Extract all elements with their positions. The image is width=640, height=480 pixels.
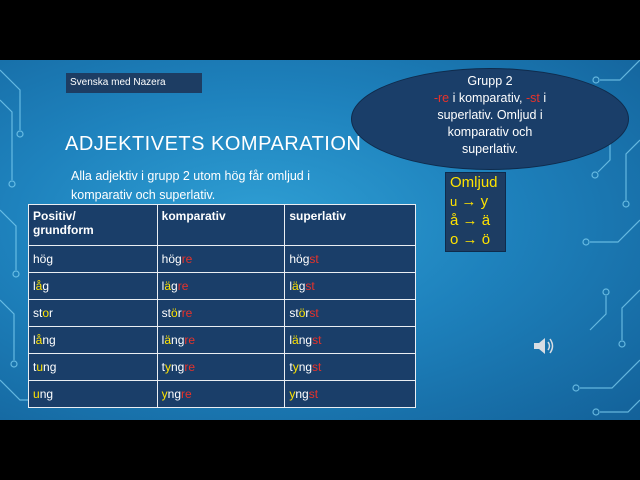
omljud-title: Omljud (450, 174, 498, 191)
omljud-rule: u → y (450, 193, 489, 210)
cell-superlativ: längst (285, 327, 416, 354)
table-header-row (29, 205, 416, 246)
cell-superlativ: lägst (285, 273, 416, 300)
header-positiv: Positiv/ grundform (29, 205, 158, 246)
header-komparativ: komparativ (157, 205, 285, 246)
speaker-icon[interactable] (532, 336, 556, 356)
slide-title: ADJEKTIVETS KOMPARATION (65, 133, 362, 155)
table-row (29, 354, 416, 381)
table-row (29, 327, 416, 354)
table-row (29, 273, 416, 300)
header-superlativ: superlativ (285, 205, 416, 246)
note-line-4: komparativ och (447, 125, 533, 139)
cell-komparativ: yngre (157, 381, 285, 408)
comparison-table (28, 204, 416, 408)
cell-komparativ: lägre (157, 273, 285, 300)
cell-superlativ: störst (285, 300, 416, 327)
table-row (29, 246, 416, 273)
cell-superlativ: tyngst (285, 354, 416, 381)
slide (0, 60, 640, 420)
note-line-5: superlativ. (461, 142, 519, 156)
slide-subtitle: Alla adjektiv i grupp 2 utom hög får omljud i komparativ och superlativ. (71, 169, 311, 202)
cell-komparativ: tyngre (157, 354, 285, 381)
cell-positiv: ung (29, 381, 158, 408)
omljud-box (445, 172, 506, 252)
table-row (29, 300, 416, 327)
cell-komparativ: större (157, 300, 285, 327)
note-heading: Grupp 2 (467, 74, 513, 88)
cell-positiv: hög (29, 246, 158, 273)
group-note (351, 68, 629, 170)
note-line-2: -re i komparativ, -st i (433, 91, 547, 105)
cell-positiv: lång (29, 327, 158, 354)
note-line-3: superlativ. Omljud i (437, 108, 543, 122)
cell-superlativ: yngst (285, 381, 416, 408)
cell-komparativ: högre (157, 246, 285, 273)
omljud-rule: o → ö (450, 231, 491, 248)
table-row (29, 381, 416, 408)
cell-superlativ: högst (285, 246, 416, 273)
cell-positiv: tung (29, 354, 158, 381)
omljud-rule: å → ä (450, 212, 491, 229)
cell-positiv: låg (29, 273, 158, 300)
brand-label: Svenska med Nazera (66, 73, 202, 93)
cell-komparativ: längre (157, 327, 285, 354)
cell-positiv: stor (29, 300, 158, 327)
